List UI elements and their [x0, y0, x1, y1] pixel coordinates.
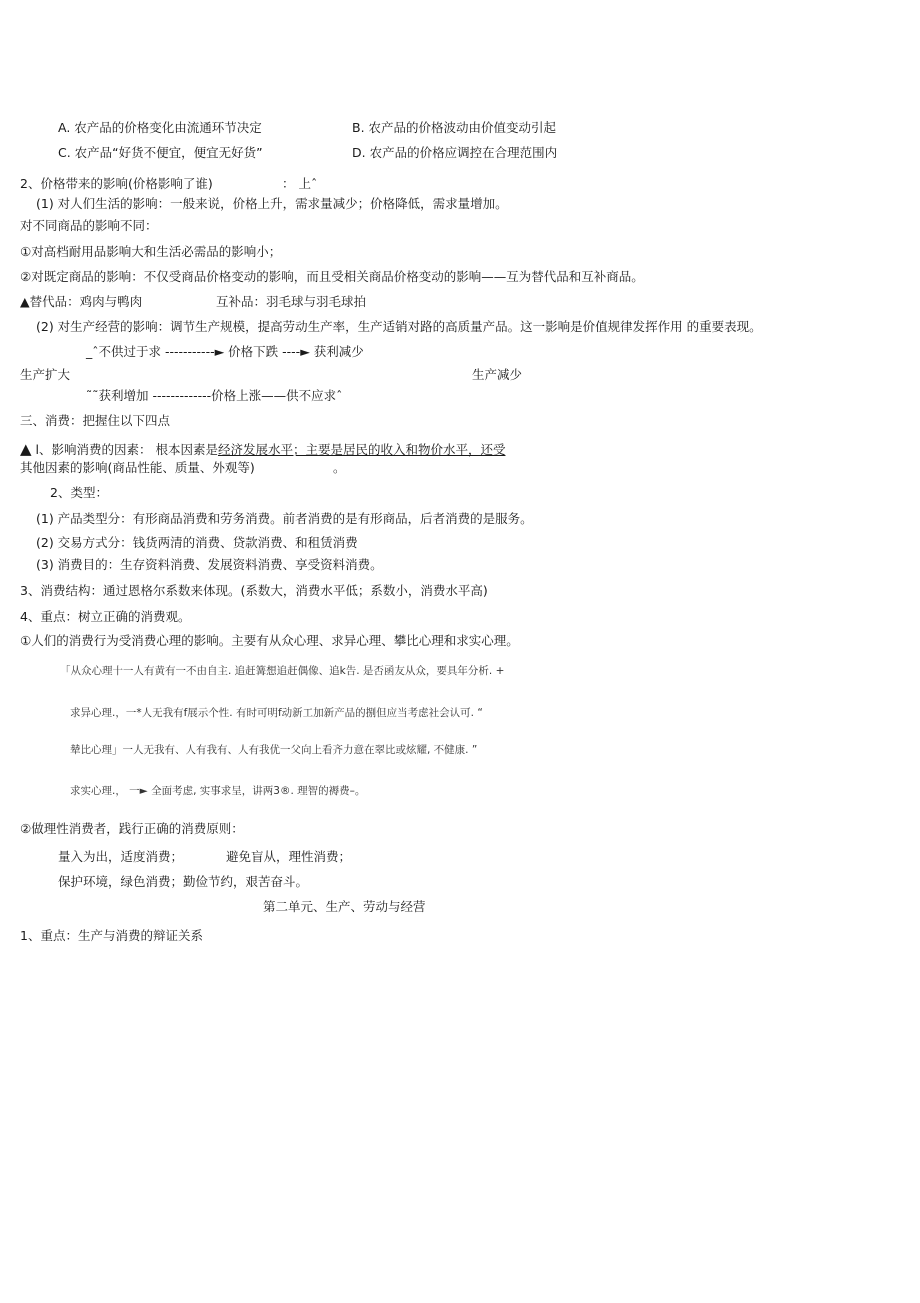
paragraph-end: 。 [333, 460, 346, 475]
principle: 避免盲从，理性消费； [226, 849, 352, 864]
underlined-text: 经济发展水平；主要是居民的收入和物价水平，还受 [217, 442, 506, 457]
substitute-goods: ▲替代品：鸡肉与鸭肉 [20, 294, 143, 309]
option-d: D. 农产品的价格应调控在合理范围内 [352, 145, 558, 160]
paragraph: ①人们的消费行为受消费心理的影响。主要有从众心理、求异心理、攀比心理和求实心理。 [20, 633, 519, 648]
triangle-icon: ▲ [20, 440, 32, 458]
text-run: l、影响消费的因素： 根本因素是 [31, 442, 218, 457]
option-b: B. 农产品的价格波动由价值变动引起 [352, 120, 557, 135]
paragraph: ②对既定商品的影响：不仅受商品价格变动的影响，而且受相关商品价格变动的影响——互为替代品和互补商品。 [20, 269, 644, 284]
complementary-goods: 互补品：羽毛球与羽毛球拍 [216, 294, 367, 309]
paragraph: ①对高档耐用品影响大和生活必需品的影响小； [20, 244, 282, 259]
psych-item: 「从众心理十一人有黄有一不由自主. 追赶篝想追赶偶像、追k告. 是否函友从众，要具年分析. + [60, 665, 505, 677]
diagram-left-label: 生产扩大 [20, 367, 71, 382]
paragraph: 1、重点：生产与消费的辩证关系 [20, 928, 203, 943]
paragraph: (1) 产品类型分：有形商品消费和劳务消费。前者消费的是有形商品，后者消费的是服务。 [36, 511, 533, 526]
psych-item: 求异心理.，一*人无我有f展示个性. 有时可明f动新工加新产品的捌但应当考虑社会认可. “ [70, 707, 483, 719]
paragraph: (2) 交易方式分：钱货两清的消费、贷款消费、和租赁消费 [36, 535, 358, 550]
principle: 保护环境，绿色消费；勤俭节约，艰苦奋斗。 [58, 874, 309, 889]
section-2-title: 2、价格带来的影响(价格影响了谁) [20, 176, 213, 191]
principle: 量入为出，适度消费； [58, 849, 184, 864]
diagram-top-row: _ˆ不供过于求 -----------► 价格下跌 ----► 获利减少 [86, 344, 364, 359]
diagram-right-label: 生产减少 [472, 367, 523, 382]
paragraph: 2、类型： [50, 485, 108, 500]
section-3-title: 三、消费：把握住以下四点 [20, 413, 171, 428]
option-c: C. 农产品“好货不便宜，便宜无好货” [58, 145, 263, 160]
paragraph [20, 440, 505, 459]
unit-title: 第二单元、生产、劳动与经营 [263, 899, 426, 914]
paragraph: (3) 消费目的：生存资料消费、发展资料消费、享受资料消费。 [36, 557, 383, 572]
paragraph: (1) 对人们生活的影响：一般来说，价格上升，需求量减少；价格降低，需求量增加。 [36, 196, 508, 211]
option-a: A. 农产品的价格变化由流通环节决定 [58, 120, 262, 135]
psych-item: 求实心理.， 一► 全面考虑, 实事求呈，讲两3®. 理智的褥费–。 [70, 785, 366, 797]
section-2-title-tail: ： 上ˆ [282, 176, 318, 191]
paragraph: 其他因素的影响(商品性能、质量、外观等) [20, 460, 255, 475]
paragraph: (2) 对生产经营的影响：调节生产规模，提高劳动生产率，生产适销对路的高质量产品。这一影响是价值规律发挥作用 的重要表现。 [36, 319, 762, 334]
psych-item: 辇比心理」一人无我有、人有我有、人有我优一父向上看齐力意在翠比或炫耀, 不健康. ” [70, 744, 478, 756]
paragraph: 4、重点：树立正确的消费观。 [20, 609, 191, 624]
paragraph: ②做理性消费者，践行正确的消费原则： [20, 821, 244, 836]
paragraph: 3、消费结构：通过恩格尔系数来体现。(系数大，消费水平低；系数小，消费水平高) [20, 583, 488, 598]
paragraph: 对不同商品的影响不同： [20, 218, 158, 233]
diagram-bottom-row: ˜˜获利增加 -------------价格上涨——供不应求ˆ [86, 388, 343, 403]
